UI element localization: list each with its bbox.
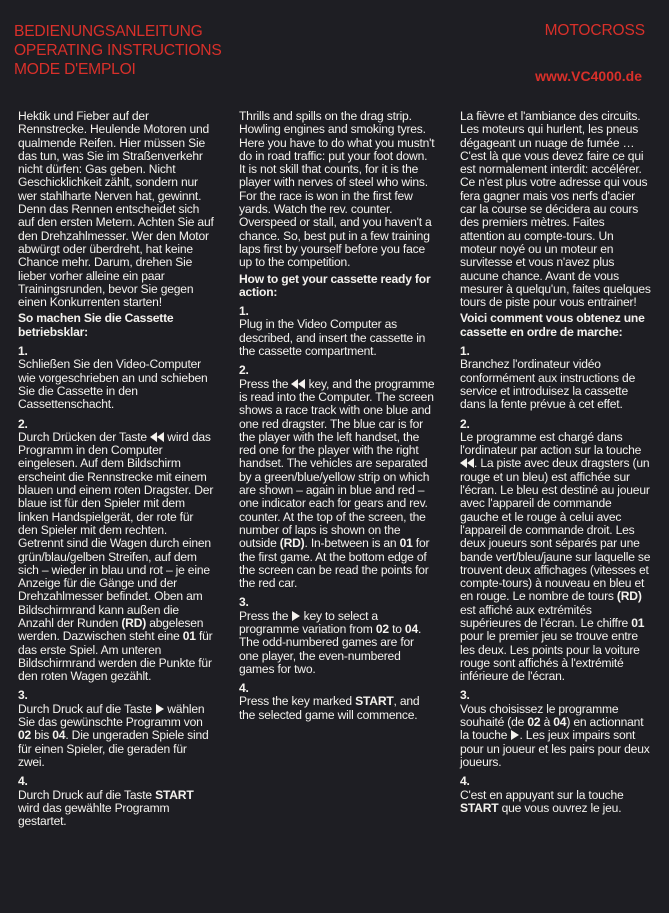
step-number: 3.: [18, 688, 28, 703]
rewind-key-icon: [291, 379, 305, 389]
rewind-key-icon: [460, 458, 474, 468]
website-url: www.VC4000.de: [535, 68, 642, 84]
step-text: Le programme est chargé dans l'ordinateur par action sur la touche . La piste avec deux dragsters (un rouge et un bleu) est affichée sur l'écran. Le bleu est destiné au joueur avec l'appareil de commande gauche et le rouge à celui avec l'appareil de commande droit. Les deux joueurs sont séparés par une bande vert/bleu/jaune sur laquelle se trouvent deux affichages (vitesses et compte-tours) à nouveau en bleu et en rouge. Le nombre de tours (RD) est affiché aux extrémités supérieures de l'écran. Le chiffre 01 pour le premier jeu se trouve entre les deux. Les points pour la voiture rouge sont affichés à l'extrémité inférieure de l'écran.: [460, 429, 651, 684]
column-english: [239, 110, 435, 722]
step-number: 4.: [460, 774, 470, 789]
header-line-de: BEDIENUNGSANLEITUNG: [14, 23, 203, 40]
intro-text: La fièvre et l'ambiance des circuits. Les moteurs qui hurlent, les pneus dégageant un nuage de fumée … C'est là que vous devez faire ce qui est normalement interdit: accélérer. Ce n'est plus votre adresse qui vous fera gagner mais vos nerfs d'acier car la course se décidera au cours des premiers mètres. Faites attention au compte-tours. Un moteur noyé ou un moteur en survitesse et vous n'avez plus aucune chance. Avant de vous mesurer à quelqu'un, faites quelques tours de piste pour vous entrainer!: [460, 109, 651, 310]
step-text: Press the key marked START, and the selected game will commence.: [239, 694, 420, 722]
step-text: Durch Druck auf die Taste START wird das gewählte Programm gestartet.: [18, 787, 194, 829]
intro-text: Thrills and spills on the drag strip. Howling engines and smoking tyres. Here you have to do what you mustn't do in road traffic: put your foot down. It is not skill that counts, for it is the player with nerves of steel who wins. For the race is won in the first few yards. Watch the rev. counter. Overspeed or stall, and you haven't a chance. So, best put in a few training laps first by yourself before you face up to the competition.: [239, 109, 435, 270]
step-number: 4.: [239, 681, 249, 696]
column-french: [460, 110, 652, 815]
header-line-en: OPERATING INSTRUCTIONS: [14, 42, 222, 59]
rewind-key-icon: [150, 432, 164, 442]
play-key-icon: [155, 704, 164, 714]
step-text: Durch Druck auf die Taste wählen Sie das gewünschte Programm von 02 bis 04. Die ungeraden Spiele sind für einen Spieler, die geraden für zwei.: [18, 701, 209, 769]
step-number: 3.: [239, 595, 249, 610]
column-german: [18, 110, 214, 828]
step-number: 1.: [460, 344, 470, 359]
intro-text: Hektik und Fieber auf der Rennstrecke. Heulende Motoren und qualmende Reifen. Hier müssen Sie das tun, was Sie im Straßenverkehr nicht dürfen: Gas geben. Nicht Geschicklichkeit zählt, sondern nur wer stahlharte Nerven hat, gewinnt. Denn das Rennen entscheidet sich auf den ersten Metern. Achten Sie auf den Drehzahlmesser. Wer den Motor abwürgt oder überdreht, hat keine Chance mehr. Darum, drehen Sie lieber vorher alleine ein paar Trainingsrunden, bevor Sie gegen einen Konkurrenten starten!: [18, 109, 214, 310]
game-title: MOTOCROSS: [544, 22, 645, 39]
step-number: 1.: [239, 304, 249, 319]
step-text: Press the key to select a programme variation from 02 to 04. The odd-numbered games are for one player, the even-numbered games for two.: [239, 608, 422, 676]
step-text: Press the key, and the programme is read into the Computer. The screen shows a race track with one blue and one red dragster. The blue car is for the player with the left handset, the red one for the player with the right handset. The vehicles are separated by a green/blue/yellow strip on which are shown – again in blue and red – one indicator each for gears and rev. counter. At the top of the screen, the number of laps is shown on the outside (RD). In-between is an 01 for the first game. At the bottom edge of the screen can be read the points for the red car.: [239, 376, 435, 591]
step-text: Schließen Sie den Video-Computer wie vorgeschrieben an und schieben Sie die Cassette in den Cassettenschacht.: [18, 357, 208, 412]
header-line-fr: MODE D'EMPLOI: [14, 61, 136, 78]
step-text: Vous choisissez le programme souhaité (de 02 à 04) en actionnant la touche . Les jeux impairs sont pour un joueur et les pairs pour deux joueurs.: [460, 701, 650, 769]
play-key-icon: [291, 611, 300, 621]
step-number: 2.: [239, 363, 249, 378]
step-number: 2.: [18, 416, 28, 431]
section-heading: How to get your cassette ready for action:: [239, 271, 431, 299]
step-text: Plug in the Video Computer as described, and insert the cassette in the cassette compartment.: [239, 317, 426, 359]
step-text: Durch Drücken der Taste wird das Programm in den Computer eingelesen. Auf dem Bildschirm erscheint die Rennstrecke mit einem blauen und einem roten Dragster. Der blaue ist für den Spieler mit dem linken Handspielgerät, der rote für den Spieler mit dem rechten. Getrennt sind die Wagen durch einen grün/blau/gelben Streifen, auf dem sich – wieder in blau und rot – je eine Anzeige für die Gänge und der Drehzahlmesser befindet. Oben am Bildschirmrand kann außen die Anzahl der Runden (RD) abgelesen werden. Dazwischen steht eine 01 für das erste Spiel. Am unteren Bildschirmrand werden die Punkte für den roten Wagen gezählt.: [18, 429, 214, 684]
step-text: Branchez l'ordinateur vidéo conformément aux instructions de service et introduisez la cassette dans la fente prévue à cet effet.: [460, 357, 636, 412]
step-number: 3.: [460, 688, 470, 703]
step-number: 4.: [18, 774, 28, 789]
section-heading: So machen Sie die Cassette betriebsklar:: [18, 311, 174, 339]
step-number: 1.: [18, 344, 28, 359]
section-heading: Voici comment vous obtenez une cassette en ordre de marche:: [460, 311, 645, 339]
step-number: 2.: [460, 416, 470, 431]
step-text: C'est en appuyant sur la touche START que vous ouvrez le jeu.: [460, 787, 624, 815]
header-languages: [14, 22, 222, 79]
